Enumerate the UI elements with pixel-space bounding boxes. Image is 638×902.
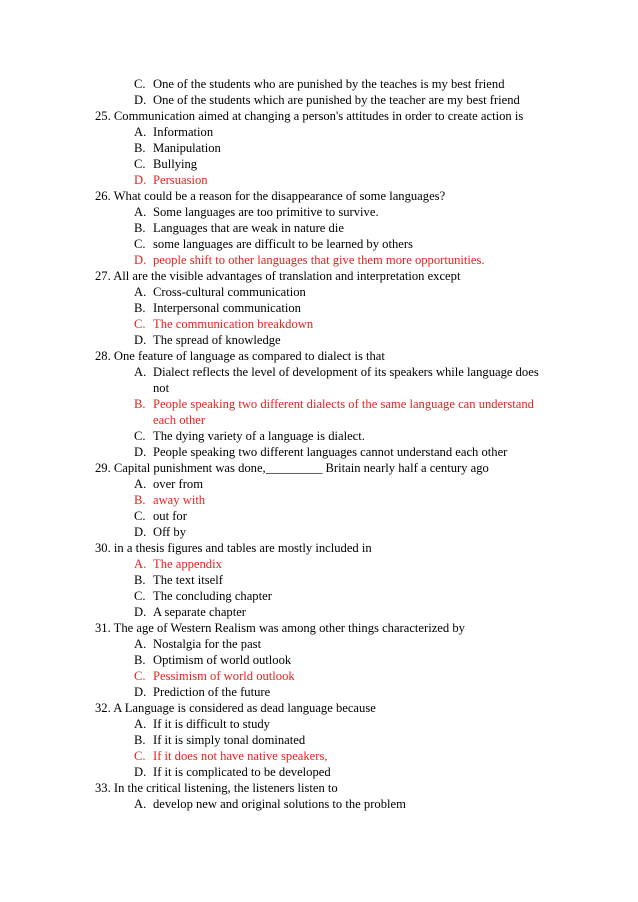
option-c — [134, 588, 638, 604]
option-text: Manipulation — [153, 141, 221, 155]
option-a — [134, 636, 638, 652]
option-b — [134, 572, 638, 588]
option-d — [134, 764, 638, 780]
question-stem: 29. Capital punishment was done,_________ Britain nearly half a century ago — [95, 461, 489, 475]
option-d — [134, 444, 638, 460]
option-letter: A. — [134, 125, 147, 139]
option-text: Information — [153, 125, 214, 139]
option-b — [134, 220, 638, 236]
option-text: Off by — [153, 525, 186, 539]
answer-option-b — [134, 492, 638, 508]
option-text: some languages are difficult to be learned by others — [153, 237, 413, 251]
option-text: One of the students which are punished by the teacher are my best friend — [153, 93, 520, 107]
option-text: The dying variety of a language is dialect. — [153, 429, 365, 443]
option-text: away with — [153, 493, 206, 507]
question-stem: 31. The age of Western Realism was among other things characterized by — [95, 621, 465, 635]
option-letter: C. — [134, 157, 146, 171]
option-text: If it does not have native speakers, — [153, 749, 328, 763]
option-text: People speaking two different dialects of the same language can understand each other — [153, 397, 534, 427]
option-letter: B. — [134, 653, 146, 667]
option-text: Dialect reflects the level of development of its speakers while language does not — [153, 365, 539, 395]
option-letter: C. — [134, 77, 146, 91]
option-text: One of the students who are punished by the teaches is my best friend — [153, 77, 505, 91]
option-letter: D. — [134, 173, 147, 187]
option-text: Optimism of world outlook — [153, 653, 292, 667]
option-a — [134, 124, 638, 140]
answer-option-d — [134, 252, 638, 268]
option-b — [134, 140, 638, 156]
option-letter: B. — [134, 221, 146, 235]
option-a — [134, 796, 638, 812]
option-c — [134, 508, 638, 524]
question-stem: 32. A Language is considered as dead language because — [95, 701, 376, 715]
option-c — [134, 156, 638, 172]
option-text: Some languages are too primitive to survive. — [153, 205, 379, 219]
option-a — [134, 204, 638, 220]
option-letter: B. — [134, 141, 146, 155]
option-letter: A. — [134, 797, 147, 811]
answer-option-c — [134, 748, 638, 764]
option-text: The text itself — [153, 573, 223, 587]
option-letter: C. — [134, 317, 146, 331]
option-a — [134, 364, 553, 396]
option-d — [134, 604, 638, 620]
answer-option-d — [134, 172, 638, 188]
option-letter: A. — [134, 365, 147, 379]
option-letter: D. — [134, 93, 147, 107]
option-text: Cross-cultural communication — [153, 285, 306, 299]
option-b — [134, 732, 638, 748]
option-letter: D. — [134, 525, 147, 539]
option-text: If it is difficult to study — [153, 717, 270, 731]
option-letter: B. — [134, 301, 146, 315]
option-text: If it is simply tonal dominated — [153, 733, 306, 747]
option-letter: A. — [134, 717, 147, 731]
option-letter: A. — [134, 205, 147, 219]
option-text: Nostalgia for the past — [153, 637, 262, 651]
option-text: If it is complicated to be developed — [153, 765, 331, 779]
option-letter: C. — [134, 589, 146, 603]
option-c — [134, 236, 638, 252]
answer-option-c — [134, 668, 638, 684]
option-text: people shift to other languages that give them more opportunities. — [153, 253, 485, 267]
answer-option-c — [134, 316, 638, 332]
option-c — [134, 428, 638, 444]
question-stem: 26. What could be a reason for the disappearance of some languages? — [95, 189, 446, 203]
option-text: Interpersonal communication — [153, 301, 301, 315]
option-letter: C. — [134, 669, 146, 683]
question-stem: 33. In the critical listening, the listeners listen to — [95, 781, 338, 795]
option-letter: D. — [134, 605, 147, 619]
option-d — [134, 332, 638, 348]
question-stem: 28. One feature of language as compared to dialect is that — [95, 349, 385, 363]
option-text: Pessimism of world outlook — [153, 669, 295, 683]
question-stem: 27. All are the visible advantages of translation and interpretation except — [95, 269, 461, 283]
option-text: The concluding chapter — [153, 589, 272, 603]
answer-option-a — [134, 556, 638, 572]
option-letter: B. — [134, 397, 146, 411]
option-a — [134, 716, 638, 732]
option-letter: C. — [134, 429, 146, 443]
option-letter: A. — [134, 285, 147, 299]
option-text: A separate chapter — [153, 605, 247, 619]
option-d — [134, 524, 638, 540]
option-d — [134, 684, 638, 700]
option-letter: C. — [134, 509, 146, 523]
question-stem: 30. in a thesis figures and tables are mostly included in — [95, 541, 372, 555]
option-b — [134, 300, 638, 316]
option-letter: D. — [134, 685, 147, 699]
option-text: People speaking two different languages cannot understand each other — [153, 445, 508, 459]
option-letter: D. — [134, 445, 147, 459]
option-a — [134, 476, 638, 492]
option-d — [134, 92, 638, 108]
option-letter: D. — [134, 253, 147, 267]
option-letter: D. — [134, 333, 147, 347]
option-letter: A. — [134, 557, 147, 571]
question-list — [0, 76, 638, 812]
option-text: develop new and original solutions to the problem — [153, 797, 406, 811]
option-text: Bullying — [153, 157, 198, 171]
option-text: Persuasion — [153, 173, 208, 187]
option-text: out for — [153, 509, 187, 523]
option-letter: A. — [134, 477, 147, 491]
option-text: over from — [153, 477, 204, 491]
option-text: Languages that are weak in nature die — [153, 221, 344, 235]
option-letter: B. — [134, 733, 146, 747]
answer-option-b — [134, 396, 553, 428]
option-a — [134, 284, 638, 300]
option-letter: B. — [134, 573, 146, 587]
option-letter: A. — [134, 637, 147, 651]
option-c — [134, 76, 638, 92]
question-stem: 25. Communication aimed at changing a person's attitudes in order to create action is — [95, 109, 524, 123]
option-letter: D. — [134, 765, 147, 779]
option-text: The communication breakdown — [153, 317, 314, 331]
option-letter: B. — [134, 493, 146, 507]
option-letter: C. — [134, 749, 146, 763]
option-letter: C. — [134, 237, 146, 251]
option-text: Prediction of the future — [153, 685, 271, 699]
option-text: The appendix — [153, 557, 222, 571]
option-text: The spread of knowledge — [153, 333, 281, 347]
option-b — [134, 652, 638, 668]
